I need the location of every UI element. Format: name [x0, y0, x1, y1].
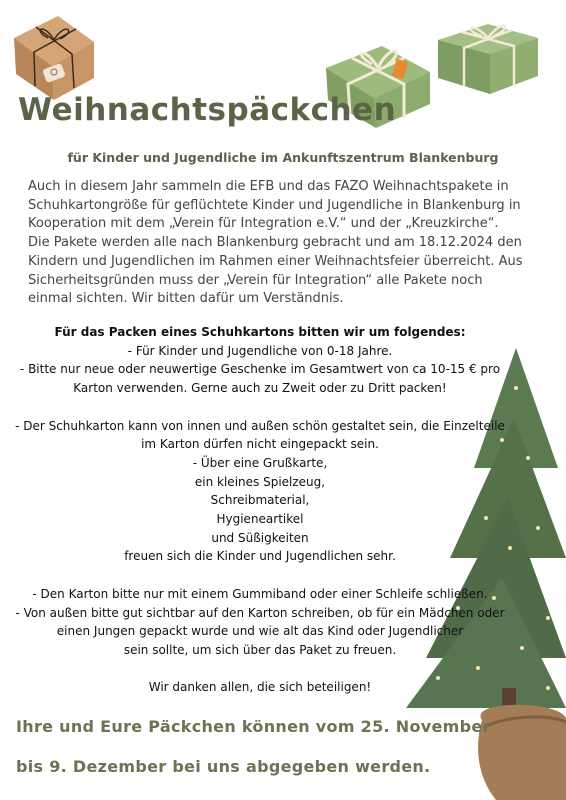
brown-gift-box-icon	[8, 8, 100, 104]
intro-line: Die Pakete werden alle nach Blankenburg gebracht und am 18.12.2024 den	[28, 235, 522, 251]
packing-instructions	[0, 323, 520, 697]
intro-line: einmal sichten. Wir bitten dafür um Verständnis.	[28, 291, 344, 307]
intro-line: Auch in diesem Jahr sammeln die EFB und das FAZO Weihnachtspakete in	[28, 179, 509, 194]
instruction-line: - Von außen bitte gut sichtbar auf den Karton schreiben, ob für ein Mädchen oder	[15, 605, 505, 620]
intro-line: Schuhkartongröße für geflüchtete Kinder und Jugendliche in Blankenburg in	[28, 197, 521, 213]
instruction-line: freuen sich die Kinder und Jugendlichen sehr.	[124, 549, 396, 564]
drop-off-notice	[16, 714, 491, 794]
instruction-line: - Für Kinder und Jugendliche von 0-18 Jahre.	[127, 343, 393, 358]
thanks-line: Wir danken allen, die sich beteiligen!	[148, 680, 372, 695]
instruction-line: im Karton dürfen nicht eingepackt sein.	[141, 437, 379, 452]
spacer	[0, 660, 520, 679]
instruction-line: - Über eine Grußkarte,	[192, 455, 328, 470]
instruction-line: Karton verwenden. Gerne auch zu Zweit oder zu Dritt packen!	[73, 381, 447, 396]
spacer	[0, 398, 520, 417]
instruction-line: - Den Karton bitte nur mit einem Gummiband oder einer Schleife schließen.	[32, 586, 488, 601]
footer-line: bis 9. Dezember bei uns abgegeben werden.	[16, 757, 431, 776]
green-gift-box-icon	[432, 18, 544, 96]
instruction-line: - Der Schuhkarton kann von innen und außen schön gestaltet sein, die Einzelteile	[15, 418, 505, 433]
instruction-line: Schreibmaterial,	[210, 493, 310, 508]
intro-line: Kindern und Jugendlichen im Rahmen einer Weihnachtsfeier überreicht. Aus	[28, 253, 523, 269]
instruction-line: ein kleines Spielzeug,	[194, 474, 326, 489]
instructions-heading: Für das Packen eines Schuhkartons bitten wir um folgendes:	[54, 325, 466, 339]
intro-line: Kooperation mit dem „Verein für Integration e.V.“ und der „Kreuzkirche“.	[28, 216, 499, 232]
instruction-line: - Bitte nur neue oder neuwertige Geschenke im Gesamtwert von ca 10-15 € pro	[19, 362, 501, 377]
instruction-line: Hygieneartikel	[216, 512, 304, 527]
footer-line: Ihre und Eure Päckchen können vom 25. November	[16, 717, 491, 736]
instruction-line: einen Jungen gepackt wurde und wie alt das Kind oder Jugendlicher	[56, 624, 464, 639]
spacer	[0, 566, 520, 585]
instruction-line: sein sollte, um sich über das Paket zu freuen.	[123, 642, 397, 657]
page-subtitle: für Kinder und Jugendliche im Ankunftszentrum Blankenburg	[67, 150, 499, 165]
intro-paragraph	[28, 178, 548, 309]
instruction-line: und Süßigkeiten	[211, 530, 309, 545]
intro-line: Sicherheitsgründen muss der „Verein für Integration“ alle Pakete noch	[28, 272, 483, 288]
page-title: Weihnachtspäckchen	[18, 92, 397, 128]
